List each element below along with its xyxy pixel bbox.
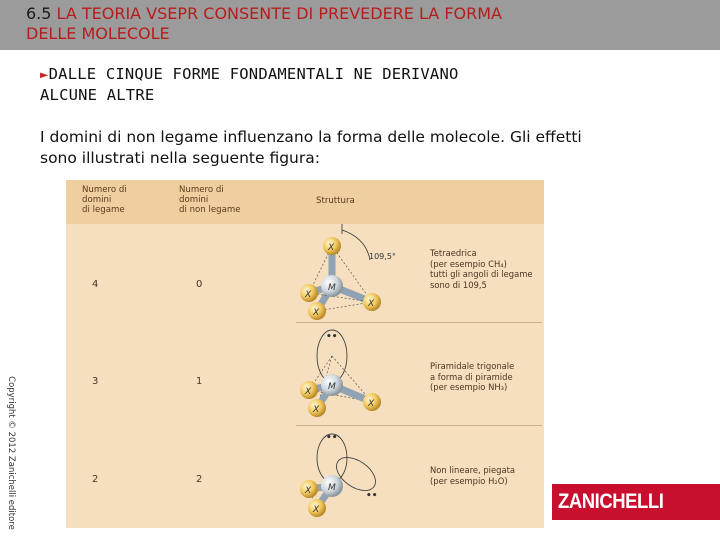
svg-text:X: X	[368, 299, 375, 309]
svg-text:M: M	[328, 283, 336, 293]
row1-bonding: 4	[92, 279, 99, 290]
logo-text: ZANICHELLI	[558, 490, 664, 513]
molecule-diagrams	[66, 180, 544, 528]
svg-text:X: X	[305, 290, 312, 300]
title-number: 6.5	[26, 4, 52, 23]
svg-text:X: X	[305, 486, 312, 496]
header-bonding-domains: Numero di domini di legame	[82, 185, 127, 215]
zanichelli-logo	[552, 484, 720, 520]
body-line-1: I domini di non legame influenzano la forma delle molecole. Gli effetti	[40, 128, 582, 146]
row1-description: Tetraedrica (per esempio CH₄) tutti gli angoli di legame sono di 109,5	[430, 248, 533, 290]
svg-text:X: X	[368, 399, 375, 409]
body-line-2: sono illustrati nella seguente figura:	[40, 149, 320, 167]
bent-molecule	[300, 433, 381, 517]
header-structure: Struttura	[316, 196, 355, 206]
row3-nonbonding: 2	[196, 474, 203, 485]
slide-subtitle	[40, 64, 680, 105]
right-triangle-icon: ►	[40, 67, 49, 83]
title-line-2: DELLE MOLECOLE	[26, 24, 170, 43]
trigonal-pyramidal-molecule	[300, 330, 381, 417]
svg-text:••: ••	[326, 433, 338, 443]
copyright-notice: Copyright © 2012 Zanichelli editore	[6, 376, 16, 530]
subtitle-line-2: ALCUNE ALTRE	[40, 86, 155, 104]
vsepr-figure	[66, 180, 544, 528]
body-paragraph	[40, 127, 690, 169]
svg-text:X: X	[328, 243, 335, 253]
svg-text:••: ••	[366, 491, 378, 501]
title-line-1: LA TEORIA VSEPR CONSENTE DI PREVEDERE LA FORMA	[56, 4, 502, 23]
row2-nonbonding: 1	[196, 376, 203, 387]
svg-text:X: X	[313, 405, 320, 415]
svg-text:X: X	[305, 387, 312, 397]
bond-angle-label: 109,5°	[369, 252, 396, 261]
row3-description: Non lineare, piegata (per esempio H₂O)	[430, 465, 516, 486]
svg-text:X: X	[313, 505, 320, 515]
header-nonbonding-domains: Numero di domini di non legame	[179, 185, 241, 215]
subtitle-line-1: DALLE CINQUE FORME FONDAMENTALI NE DERIVANO	[48, 65, 459, 83]
slide-title	[26, 4, 666, 44]
svg-text:M: M	[328, 483, 336, 493]
row2-description: Piramidale trigonale a forma di piramide (per esempio NH₃)	[430, 361, 515, 392]
tetrahedral-molecule	[300, 224, 396, 320]
row2-bonding: 3	[92, 376, 99, 387]
svg-text:X: X	[313, 308, 320, 318]
svg-text:••: ••	[326, 332, 338, 342]
svg-text:M: M	[328, 382, 336, 392]
row1-nonbonding: 0	[196, 279, 203, 290]
row3-bonding: 2	[92, 474, 99, 485]
